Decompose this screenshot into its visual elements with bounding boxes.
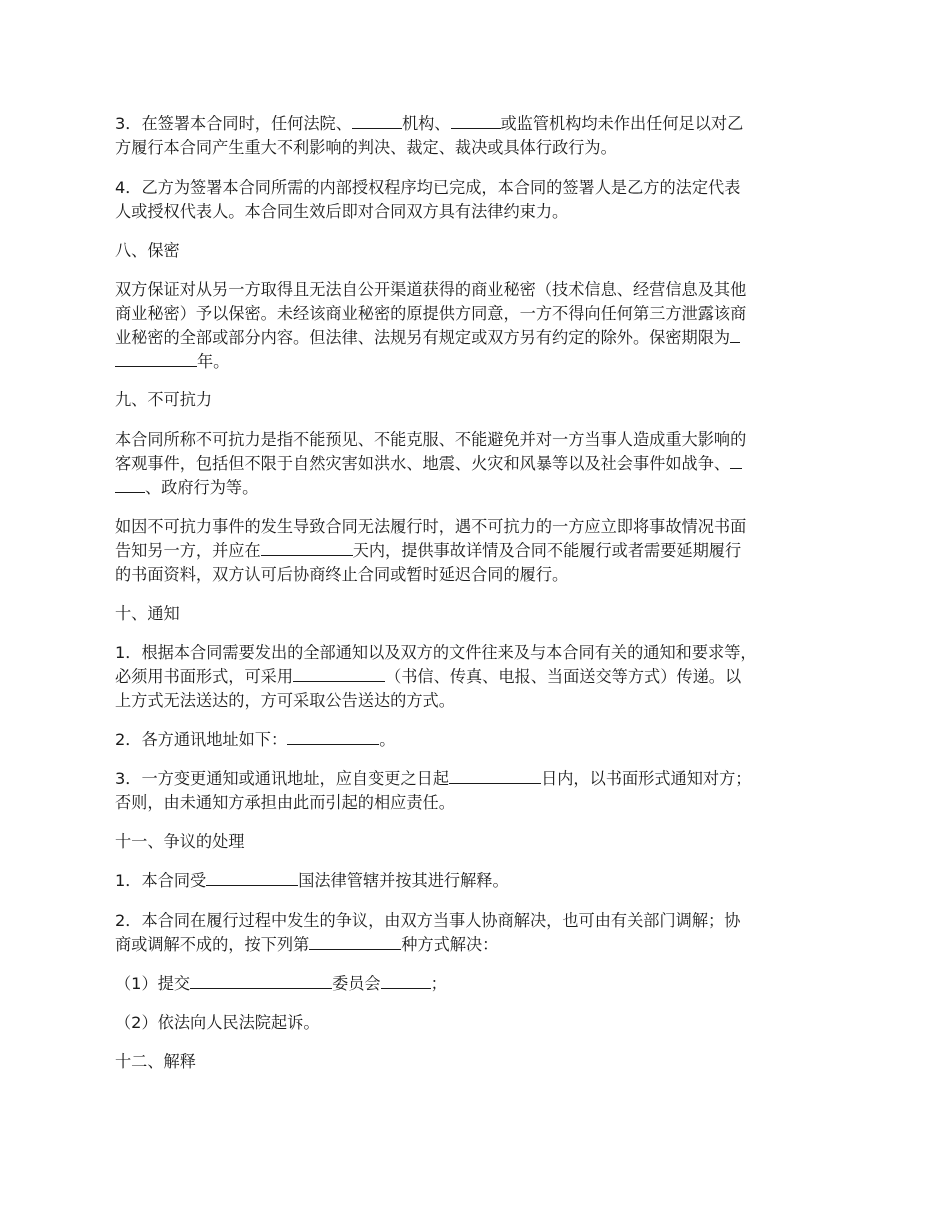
notice-1-line-2: 必须用书面形式，可采用 （书信、传真、电报、当面送交等方式）传递。以 xyxy=(115,667,742,686)
fill-in-blank[interactable] xyxy=(293,666,385,682)
force-majeure-notice-line-3: 的书面资料，双方认可后协商终止合同或暂时延迟合同的履行。 xyxy=(115,565,569,584)
force-majeure-notice-line-1: 如因不可抗力事件的发生导致合同无法履行时，遇不可抗力的一方应立即将事故情况书面 xyxy=(115,517,747,536)
fill-in-blank[interactable] xyxy=(730,453,742,469)
force-majeure-line-1: 本合同所称不可抗力是指不能预见、不能克服、不能避免并对一方当事人造成重大影响的 xyxy=(115,430,747,449)
confidentiality-line-3: 业秘密的全部或部分内容。但法律、法规另有规定或双方另有约定的除外。保密期限为 xyxy=(115,327,740,349)
clause-7-4-line-1: 4．乙方为签署本合同所需的内部授权程序均已完成，本合同的签署人是乙方的法定代表 xyxy=(115,178,741,197)
dispute-2-line-2: 商或调解不成的，按下列第 种方式解决： xyxy=(115,935,499,954)
fill-in-blank[interactable] xyxy=(115,351,197,367)
notice-1-line-1: 1．根据本合同需要发出的全部通知以及双方的文件往来及与本合同有关的通知和要求等， xyxy=(115,643,757,662)
clause-7-3-line-1: 3．在签署本合同时，任何法院、 机构、 或监管机构均未作出任何足以对乙 xyxy=(115,114,744,133)
fill-in-blank[interactable] xyxy=(309,934,401,950)
section-heading-force-majeure: 九、不可抗力 xyxy=(115,390,213,409)
dispute-2-line-1: 2．本合同在履行过程中发生的争议，由双方当事人协商解决，也可由有关部门调解；协 xyxy=(115,911,741,930)
confidentiality-line-2: 商业秘密）予以保密。未经该商业秘密的原提供方同意，一方不得向任何第三方泄露该商 xyxy=(115,304,747,323)
notice-3-line-1: 3．一方变更通知或通讯地址，应自变更之日起 日内，以书面形式通知对方； xyxy=(115,769,752,788)
fill-in-blank[interactable] xyxy=(451,113,501,129)
section-heading-notice: 十、通知 xyxy=(115,604,180,623)
notice-1-line-3: 上方式无法送达的，方可采取公告送达的方式。 xyxy=(115,691,455,710)
fill-in-blank[interactable] xyxy=(206,870,298,886)
confidentiality-line-4: 年。 xyxy=(115,351,229,373)
fill-in-blank[interactable] xyxy=(381,973,431,989)
fill-in-blank[interactable] xyxy=(115,477,145,493)
force-majeure-notice-line-2: 告知另一方，并应在 天内，提供事故详情及合同不能履行或者需要延期履行 xyxy=(115,541,742,560)
notice-3-line-2: 否则，由未通知方承担由此而引起的相应责任。 xyxy=(115,793,455,812)
fill-in-blank[interactable] xyxy=(352,113,402,129)
section-heading-confidentiality: 八、保密 xyxy=(115,241,180,260)
fill-in-blank[interactable] xyxy=(730,327,740,343)
section-heading-interpretation: 十二、解释 xyxy=(115,1052,196,1071)
dispute-option-2: （2）依法向人民法院起诉。 xyxy=(115,1013,320,1032)
confidentiality-line-1: 双方保证对从另一方取得且无法自公开渠道获得的商业秘密（技术信息、经营信息及其他 xyxy=(115,280,747,299)
dispute-option-1: （1）提交 委员会 ； xyxy=(115,974,447,993)
fill-in-blank[interactable] xyxy=(287,729,379,745)
fill-in-blank[interactable] xyxy=(261,540,353,556)
clause-7-3-line-2: 方履行本合同产生重大不利影响的判决、裁定、裁决或具体行政行为。 xyxy=(115,138,617,157)
fill-in-blank[interactable] xyxy=(449,768,541,784)
notice-2-line-1: 2．各方通讯地址如下： 。 xyxy=(115,730,396,749)
dispute-1-line-1: 1．本合同受 国法律管辖并按其进行解释。 xyxy=(115,871,509,890)
fill-in-blank[interactable] xyxy=(190,973,332,989)
section-heading-dispute: 十一、争议的处理 xyxy=(115,832,245,851)
force-majeure-line-3: 、政府行为等。 xyxy=(115,477,258,499)
force-majeure-line-2: 客观事件，包括但不限于自然灾害如洪水、地震、火灾和风暴等以及社会事件如战争、 xyxy=(115,453,742,475)
clause-7-4-line-2: 人或授权代表人。本合同生效后即对合同双方具有法律约束力。 xyxy=(115,202,569,221)
